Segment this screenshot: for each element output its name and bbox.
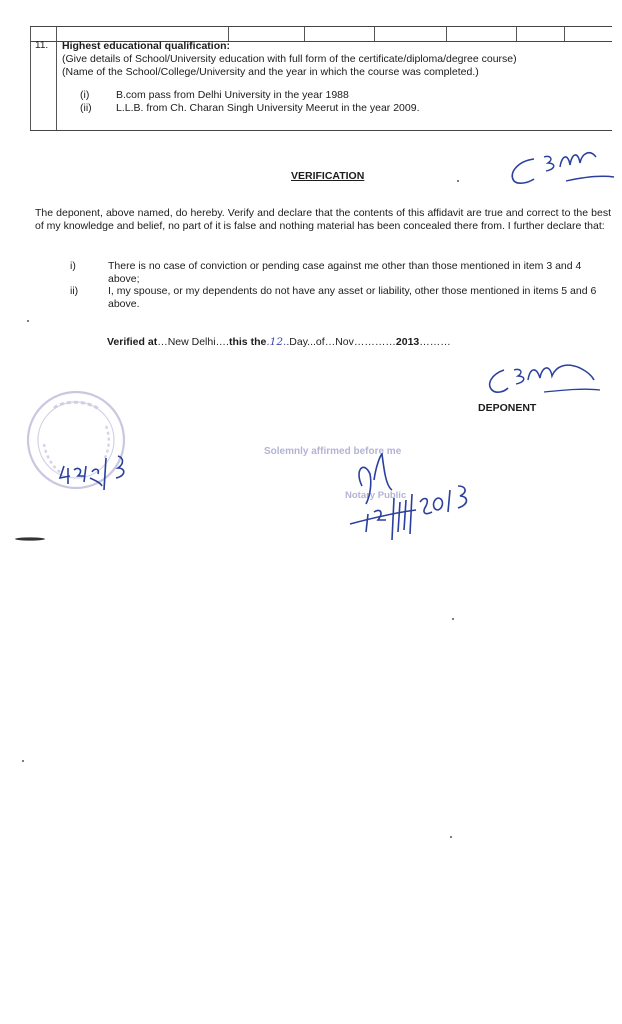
- row-title: Highest educational qualification:: [62, 40, 231, 52]
- deponent-label: DEPONENT: [478, 402, 537, 414]
- qualification-row: [30, 40, 612, 131]
- scan-speck: [452, 618, 454, 620]
- list-item: i) There is no case of conviction or pending case against me other than those mentioned in item 3 and 4 above;: [70, 260, 582, 285]
- row-number: 11.: [35, 40, 49, 51]
- row-instruction-2: (Name of the School/College/University and the year in which the course was completed.): [62, 66, 479, 78]
- row-instruction-1: (Give details of School/University education with full form of the certificate/diploma/degree course): [62, 53, 517, 65]
- list-item: (ii) L.L.B. from Ch. Charan Singh University Meerut in the year 2009.: [80, 102, 420, 114]
- verification-heading: VERIFICATION: [291, 170, 365, 182]
- signature-notary: [340, 450, 480, 542]
- signature-deponent: [484, 358, 604, 400]
- signature-top: [504, 145, 616, 190]
- scan-speck: [22, 760, 24, 762]
- punch-mark: [14, 537, 46, 541]
- row-content: [62, 40, 610, 115]
- stamp-affirmed-text: Solemnly affirmed before me: [264, 446, 402, 457]
- scan-speck: [457, 180, 459, 182]
- verification-paragraph: The deponent, above named, do hereby. Verify and declare that the contents of this affidavit are true and correct to the best of my knowledge and belief, no part of it is false and nothing material has been concealed there from. I further declare that:: [35, 207, 611, 232]
- list-item: ii) I, my spouse, or my dependents do not have any asset or liability, other those mentioned in items 5 and 6 above.: [70, 285, 597, 310]
- qualification-list: [62, 89, 610, 115]
- scan-speck: [450, 836, 452, 838]
- verified-line: Verified at…New Delhi….this the.12..Day...of…Nov…………2013………: [107, 336, 451, 348]
- notary-seal: [14, 386, 132, 502]
- list-item: (i) B.com pass from Delhi University in the year 1988: [80, 89, 349, 101]
- declaration-list: [70, 260, 610, 310]
- stamp-notary-text: Notary Public: [345, 490, 407, 501]
- scan-speck: [27, 320, 29, 322]
